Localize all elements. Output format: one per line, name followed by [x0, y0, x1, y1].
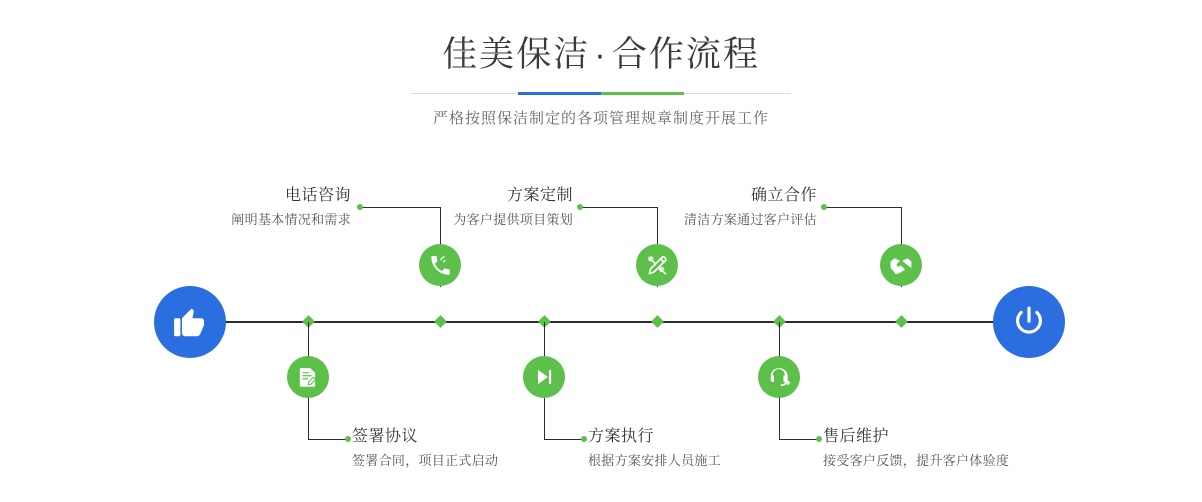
timeline-end-node [993, 286, 1065, 358]
node-desc: 接受客户反馈，提升客户体验度 [823, 453, 1010, 468]
thumbs-up-icon [172, 304, 208, 340]
play-forward-icon [533, 366, 555, 388]
page-title-left: 佳美保洁 [442, 35, 591, 74]
page-subtitle: 严格按照保洁制定的各项管理规章制度开展工作 [432, 110, 769, 127]
node-title: 方案执行 [588, 428, 655, 445]
node-label-plan-customization [385, 186, 573, 229]
node-icon-sign-agreement[interactable] [287, 356, 329, 398]
node-title: 售后维护 [823, 428, 890, 445]
node-desc: 为客户提供项目策划 [453, 212, 573, 227]
page-title-separator: · [594, 35, 608, 74]
node-title: 确立合作 [750, 187, 817, 204]
connector-horizontal [824, 207, 902, 208]
node-icon-plan-customization[interactable] [636, 244, 678, 286]
node-title: 方案定制 [506, 187, 573, 204]
connector-dot [821, 204, 827, 210]
pencil-ruler-icon [646, 254, 669, 277]
node-label-establish-cooperation [629, 186, 817, 229]
timeline-start-node [154, 286, 226, 358]
axis-marker [651, 315, 664, 328]
connector-dot [357, 204, 363, 210]
axis-marker [434, 315, 447, 328]
power-icon [1011, 304, 1047, 340]
timeline-axis [155, 321, 1050, 323]
page-title [0, 32, 1202, 78]
page-title-right: 合作流程 [611, 35, 760, 74]
connector-horizontal [779, 439, 819, 440]
node-icon-establish-cooperation[interactable] [880, 244, 922, 286]
divider-segment-blue [518, 92, 601, 95]
title-divider [411, 92, 791, 95]
handshake-icon [889, 253, 913, 277]
node-title: 签署协议 [352, 428, 419, 445]
node-label-plan-execution [588, 427, 818, 470]
connector-horizontal [308, 439, 348, 440]
node-title: 电话咨询 [284, 187, 351, 204]
headset-support-icon [768, 366, 791, 389]
node-icon-phone-consult[interactable] [419, 244, 461, 286]
node-desc: 签署合同，项目正式启动 [352, 453, 499, 468]
node-label-sign-agreement [352, 427, 582, 470]
phone-ring-icon [429, 254, 452, 277]
page-header [0, 32, 1202, 128]
node-icon-plan-execution[interactable] [523, 356, 565, 398]
connector-dot [816, 436, 822, 442]
node-label-phone-consult [159, 186, 351, 229]
connector-dot [581, 436, 587, 442]
divider-segment-green [601, 92, 684, 95]
node-desc: 根据方案安排人员施工 [588, 453, 722, 468]
axis-marker [895, 315, 908, 328]
connector-horizontal [544, 439, 584, 440]
node-icon-after-sales[interactable] [758, 356, 800, 398]
connector-dot [577, 204, 583, 210]
connector-dot [345, 436, 351, 442]
node-desc: 清洁方案通过客户评估 [683, 212, 817, 227]
node-desc: 阐明基本情况和需求 [231, 212, 351, 227]
document-edit-icon [297, 366, 319, 388]
node-label-after-sales [823, 427, 1083, 470]
